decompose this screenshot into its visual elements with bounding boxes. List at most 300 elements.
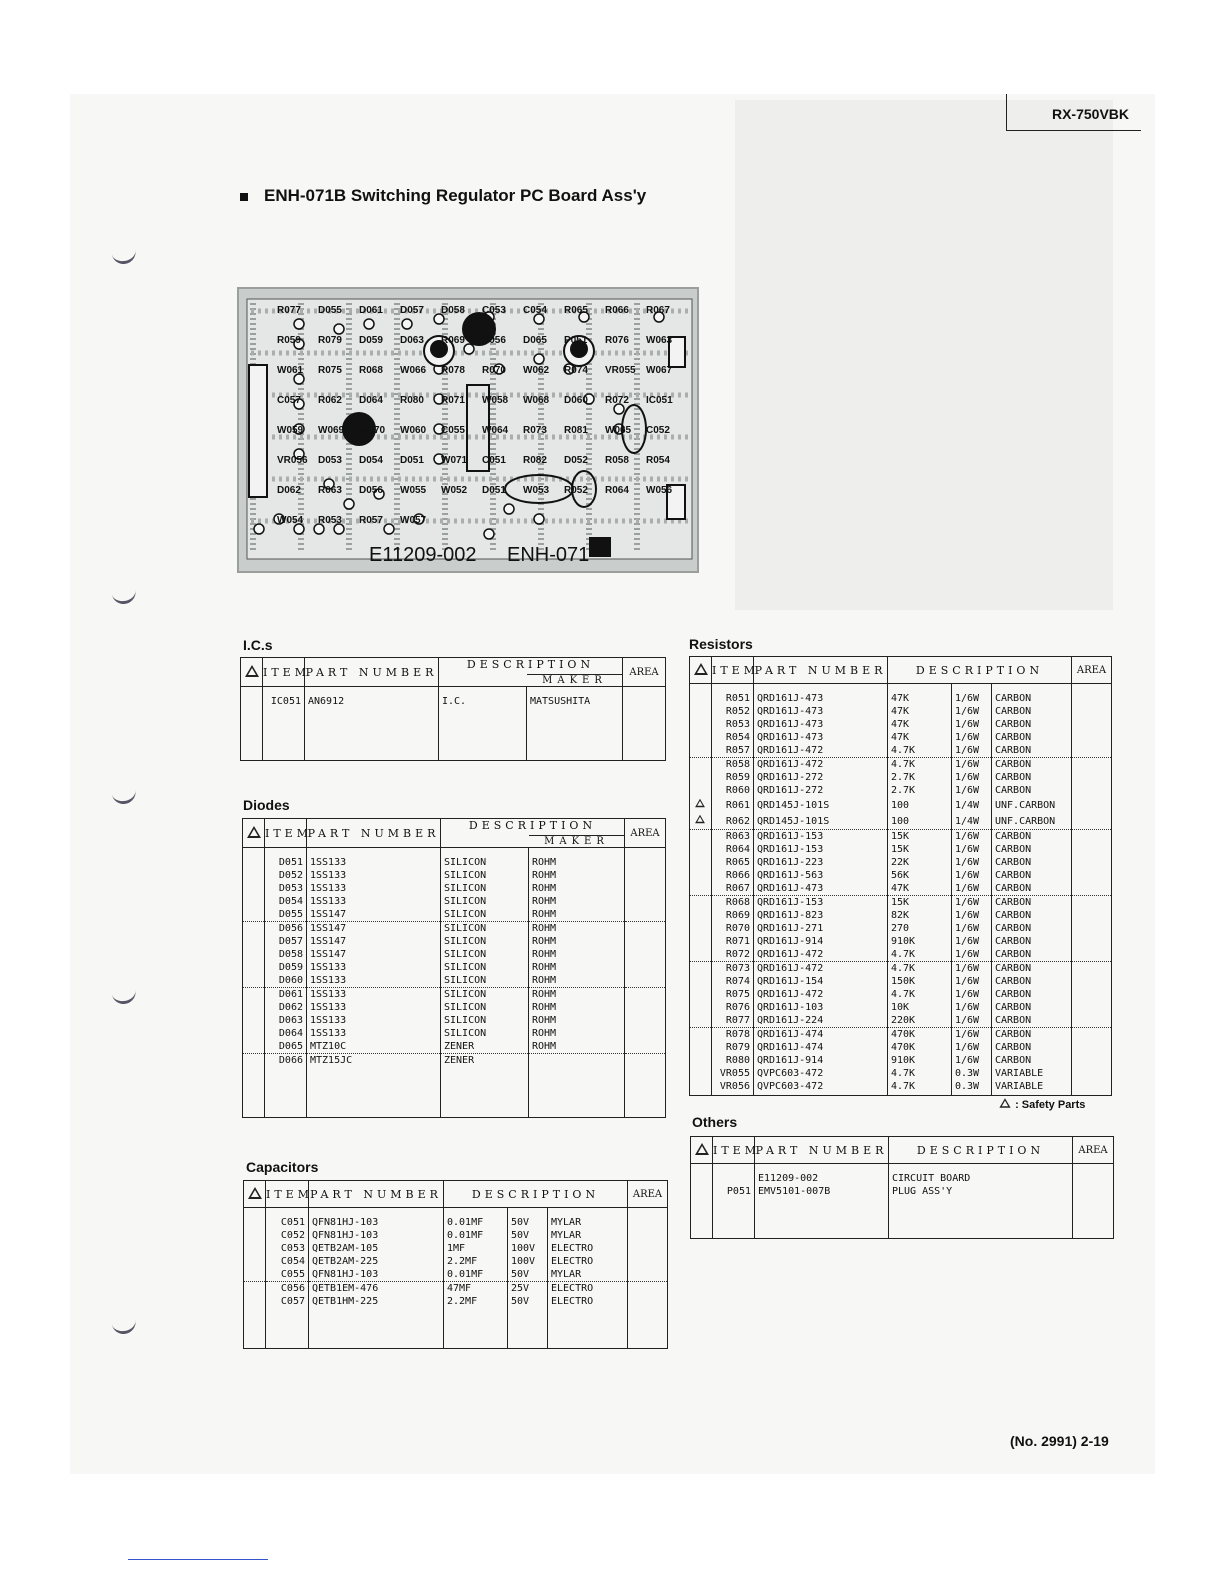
resistors-table (689, 656, 1112, 1096)
item-column-header: ITEM (713, 1137, 755, 1164)
part-number-cell: QFN81HJ-103 (309, 1268, 444, 1282)
table-row (690, 869, 1112, 882)
area-cell (1072, 758, 1112, 772)
item-cell: D052 (265, 869, 307, 882)
table-row (241, 687, 666, 709)
type-cell: CARBON (992, 962, 1072, 976)
description-cell: SILICON (441, 908, 529, 922)
area-cell (1072, 1054, 1112, 1067)
item-cell: R079 (712, 1041, 754, 1054)
warning-triangle-icon (248, 1187, 262, 1199)
type-cell: MYLAR (548, 1268, 628, 1282)
safety-cell (244, 1208, 266, 1230)
part-number-cell: 1SS133 (307, 974, 441, 988)
table-row (243, 1054, 666, 1068)
type-cell: ELECTRO (548, 1255, 628, 1268)
type-cell: CARBON (992, 948, 1072, 962)
wattage-cell: 1/6W (952, 948, 992, 962)
maker-cell: ROHM (529, 948, 625, 961)
wattage-cell: 0.3W (952, 1080, 992, 1093)
board-silk-label: D064 (359, 395, 383, 406)
safety-cell (690, 1080, 712, 1093)
table-row (243, 882, 666, 895)
part-number-column-header: PART NUMBER (309, 1181, 444, 1208)
table-row (690, 797, 1112, 813)
board-silk-label: D056 (359, 485, 383, 496)
area-cell (1072, 1067, 1112, 1080)
part-number-cell: 1SS133 (307, 961, 441, 974)
board-silk-label: D059 (359, 335, 383, 346)
table-row (243, 869, 666, 882)
description-column-header: DESCRIPTION (889, 1137, 1073, 1164)
diodes-table (242, 818, 666, 1118)
safety-cell (690, 896, 712, 910)
maker-cell: ROHM (529, 908, 625, 922)
board-code-right: ENH-071 (507, 544, 590, 566)
item-column-header: ITEM (265, 819, 307, 848)
board-silk-label: R074 (564, 365, 588, 376)
filler-cell (755, 1198, 889, 1239)
wattage-cell: 1/6W (952, 1054, 992, 1067)
table-row (690, 1001, 1112, 1014)
wattage-cell: 1/6W (952, 843, 992, 856)
description-cell: SILICON (441, 848, 529, 870)
board-silk-label: W068 (523, 395, 550, 406)
board-silk-label: W066 (400, 365, 427, 376)
filler-cell (305, 708, 439, 761)
table-row (690, 975, 1112, 988)
others-table-body (691, 1164, 1114, 1239)
type-cell: CARBON (992, 830, 1072, 844)
area-cell (1072, 1028, 1112, 1042)
item-cell: R075 (712, 988, 754, 1001)
maker-cell: ROHM (529, 935, 625, 948)
board-silk-label: W057 (400, 515, 427, 526)
filler-cell (1073, 1198, 1114, 1239)
area-cell (1072, 856, 1112, 869)
type-cell: VARIABLE (992, 1067, 1072, 1080)
value-cell: 220K (888, 1014, 952, 1028)
ics-table (240, 657, 666, 761)
maker-cell: ROHM (529, 895, 625, 908)
area-cell (1072, 935, 1112, 948)
item-cell: R058 (712, 758, 754, 772)
item-cell: D061 (265, 988, 307, 1002)
part-number-cell: QRD161J-153 (754, 843, 888, 856)
safety-cell (690, 962, 712, 976)
wattage-cell: 1/6W (952, 731, 992, 744)
item-cell: C057 (266, 1295, 309, 1308)
item-cell: R053 (712, 718, 754, 731)
type-cell: CARBON (992, 784, 1072, 797)
safety-cell (243, 988, 265, 1002)
wattage-cell: 1/6W (952, 962, 992, 976)
safety-cell (244, 1229, 266, 1242)
safety-cell (690, 909, 712, 922)
maker-cell (529, 1054, 625, 1068)
safety-cell (690, 935, 712, 948)
filler-cell (508, 1308, 548, 1349)
safety-cell (241, 687, 263, 709)
board-silk-label: W056 (646, 485, 673, 496)
filler-cell (712, 1093, 754, 1096)
part-number-cell: QRD161J-272 (754, 771, 888, 784)
safety-cell (690, 975, 712, 988)
table-row (243, 1001, 666, 1014)
type-cell: CARBON (992, 909, 1072, 922)
area-cell (1072, 1080, 1112, 1093)
filler-cell (754, 1093, 888, 1096)
type-cell: CARBON (992, 988, 1072, 1001)
filler-cell (713, 1198, 755, 1239)
part-number-cell: QETB1HM-225 (309, 1295, 444, 1308)
board-silk-label: D055 (318, 305, 342, 316)
board-silk-label: C052 (646, 425, 670, 436)
part-number-cell: 1SS133 (307, 869, 441, 882)
part-number-cell: QETB2AM-105 (309, 1242, 444, 1255)
warning-triangle-icon (694, 663, 708, 675)
wattage-cell: 1/6W (952, 771, 992, 784)
type-cell: UNF.CARBON (992, 813, 1072, 830)
value-cell: 910K (888, 935, 952, 948)
board-silk-label: W063 (646, 335, 673, 346)
item-cell: D060 (265, 974, 307, 988)
item-cell: R059 (712, 771, 754, 784)
area-cell (625, 961, 666, 974)
wattage-cell: 1/6W (952, 718, 992, 731)
description-cell: SILICON (441, 961, 529, 974)
area-cell (1072, 813, 1112, 830)
table-row (243, 988, 666, 1002)
wattage-cell: 1/6W (952, 935, 992, 948)
description-cell: SILICON (441, 869, 529, 882)
safety-cell (243, 882, 265, 895)
filler-cell (548, 1308, 628, 1349)
wattage-cell: 1/6W (952, 1028, 992, 1042)
board-silk-label: W054 (277, 515, 304, 526)
value-cell: 1MF (444, 1242, 508, 1255)
maker-cell: MATSUSHITA (527, 687, 623, 709)
safety-cell (690, 882, 712, 896)
board-silk-label: D052 (564, 455, 588, 466)
item-cell: D054 (265, 895, 307, 908)
filler-cell (266, 1308, 309, 1349)
safety-cell (243, 869, 265, 882)
table-row (690, 784, 1112, 797)
safety-cell (243, 1040, 265, 1054)
safety-cell (690, 813, 712, 830)
item-column-header: ITEM (712, 657, 754, 684)
maker-cell: ROHM (529, 1001, 625, 1014)
safety-cell (243, 1014, 265, 1027)
description-column-header (439, 658, 623, 687)
area-cell (1072, 771, 1112, 784)
item-cell: R065 (712, 856, 754, 869)
value-cell: 4.7K (888, 948, 952, 962)
filler-cell (889, 1198, 1073, 1239)
filler-cell (265, 1067, 307, 1118)
part-number-cell: QRD161J-473 (754, 705, 888, 718)
table-row (691, 1185, 1114, 1198)
value-cell: 47MF (444, 1282, 508, 1296)
board-silk-label: D051 (482, 485, 506, 496)
bleed-through-shade (735, 100, 1113, 610)
page-number: (No. 2991) 2-19 (1010, 1433, 1109, 1449)
maker-cell: ROHM (529, 869, 625, 882)
solder-pad (294, 319, 304, 329)
board-silk-label: R072 (605, 395, 629, 406)
item-cell: D055 (265, 908, 307, 922)
area-cell (625, 922, 666, 936)
value-cell: 47K (888, 705, 952, 718)
value-cell: 47K (888, 684, 952, 706)
type-cell: ELECTRO (548, 1282, 628, 1296)
table-row (690, 705, 1112, 718)
value-cell: 47K (888, 718, 952, 731)
value-cell: 10K (888, 1001, 952, 1014)
safety-column-header (244, 1181, 266, 1208)
type-cell: CARBON (992, 1041, 1072, 1054)
item-cell: C056 (266, 1282, 309, 1296)
value-cell: 0.01MF (444, 1268, 508, 1282)
area-cell (1072, 922, 1112, 935)
part-number-cell: QRD161J-153 (754, 896, 888, 910)
part-number-cell: 1SS147 (307, 922, 441, 936)
section-title-text: ENH-071B Switching Regulator PC Board Ass'y (264, 186, 647, 205)
safety-cell (243, 961, 265, 974)
warning-triangle-icon (247, 826, 261, 838)
part-number-cell: QRD161J-472 (754, 948, 888, 962)
area-cell (625, 1040, 666, 1054)
board-silk-label: W067 (646, 365, 673, 376)
table-row (690, 909, 1112, 922)
value-cell: 15K (888, 830, 952, 844)
table-filler-row (691, 1198, 1114, 1239)
safety-cell (690, 744, 712, 758)
area-cell (1072, 975, 1112, 988)
safety-parts-note (998, 1097, 1085, 1111)
value-cell: 0.01MF (444, 1229, 508, 1242)
part-number-cell: 1SS133 (307, 988, 441, 1002)
safety-cell (244, 1268, 266, 1282)
board-silk-label: R075 (318, 365, 342, 376)
part-number-cell: 1SS147 (307, 948, 441, 961)
solder-pad (384, 524, 394, 534)
maker-cell: ROHM (529, 1040, 625, 1054)
part-number-cell: 1SS133 (307, 848, 441, 870)
model-header-box (1006, 94, 1141, 131)
wattage-cell: 1/6W (952, 856, 992, 869)
area-cell (625, 988, 666, 1002)
part-number-cell: QRD161J-472 (754, 758, 888, 772)
wattage-cell: 1/6W (952, 684, 992, 706)
wattage-cell: 1/6W (952, 922, 992, 935)
board-silk-label: D061 (359, 305, 383, 316)
voltage-cell: 100V (508, 1242, 548, 1255)
part-number-cell: QRD161J-272 (754, 784, 888, 797)
safety-cell (690, 705, 712, 718)
area-cell (1073, 1164, 1114, 1186)
value-cell: 4.7K (888, 962, 952, 976)
item-cell: D062 (265, 1001, 307, 1014)
table-row (690, 843, 1112, 856)
board-silk-label: C051 (482, 455, 506, 466)
type-cell: CARBON (992, 1001, 1072, 1014)
capacitors-table-body (244, 1208, 668, 1349)
filler-cell (241, 708, 263, 761)
maker-cell: ROHM (529, 1014, 625, 1027)
area-cell (1072, 869, 1112, 882)
part-number-cell: QRD145J-101S (754, 813, 888, 830)
board-silk-label: D063 (400, 335, 424, 346)
item-cell: R060 (712, 784, 754, 797)
area-column-header: AREA (628, 1181, 668, 1208)
safety-cell (243, 948, 265, 961)
description-cell: SILICON (441, 935, 529, 948)
type-cell: CARBON (992, 1054, 1072, 1067)
safety-cell (243, 1054, 265, 1068)
board-silk-label: W052 (441, 485, 468, 496)
table-filler-row (241, 708, 666, 761)
type-cell: CARBON (992, 935, 1072, 948)
maker-cell: ROHM (529, 988, 625, 1002)
item-cell: R072 (712, 948, 754, 962)
safety-cell (244, 1282, 266, 1296)
description-column-header: DESCRIPTION (444, 1181, 628, 1208)
board-silk-label: R073 (523, 425, 547, 436)
area-cell (625, 848, 666, 870)
voltage-cell: 100V (508, 1255, 548, 1268)
board-silk-label: R065 (564, 305, 588, 316)
description-cell: SILICON (441, 1014, 529, 1027)
filler-cell (244, 1308, 266, 1349)
table-row (243, 974, 666, 988)
board-silk-label: R081 (564, 425, 588, 436)
item-cell: P051 (713, 1185, 755, 1198)
safety-column-header (691, 1137, 713, 1164)
area-cell (1072, 1041, 1112, 1054)
table-row (690, 1054, 1112, 1067)
wattage-cell: 1/6W (952, 909, 992, 922)
table-row (243, 908, 666, 922)
board-silk-label: IC051 (646, 395, 673, 406)
board-silk-label: R054 (646, 455, 670, 466)
part-number-cell: QRD161J-472 (754, 988, 888, 1001)
part-number-cell: QRD161J-103 (754, 1001, 888, 1014)
board-silk-label: VR056 (277, 455, 308, 466)
type-cell: CARBON (992, 1028, 1072, 1042)
warning-triangle-icon (245, 665, 259, 677)
filler-cell (691, 1198, 713, 1239)
table-row (690, 731, 1112, 744)
item-cell: D056 (265, 922, 307, 936)
item-cell: VR055 (712, 1067, 754, 1080)
safety-cell (690, 1028, 712, 1042)
board-silk-label: R071 (441, 395, 465, 406)
description-column-header (441, 819, 625, 848)
maker-cell: ROHM (529, 922, 625, 936)
board-silk-label: R066 (605, 305, 629, 316)
maker-cell: ROHM (529, 848, 625, 870)
wattage-cell: 0.3W (952, 1067, 992, 1080)
board-silk-label: R067 (646, 305, 670, 316)
board-silk-label: W059 (277, 425, 304, 436)
item-cell (713, 1164, 755, 1186)
safety-cell (690, 988, 712, 1001)
value-cell: 150K (888, 975, 952, 988)
table-row (690, 856, 1112, 869)
item-cell: R077 (712, 1014, 754, 1028)
description-cell: SILICON (441, 1001, 529, 1014)
area-cell (625, 869, 666, 882)
others-title: Others (692, 1114, 738, 1130)
maker-subheader: MAKER (529, 835, 624, 847)
type-cell: CARBON (992, 731, 1072, 744)
area-cell (1073, 1185, 1114, 1198)
board-marker-block (589, 537, 611, 557)
part-number-column-header: PART NUMBER (754, 657, 888, 684)
value-cell: 4.7K (888, 1080, 952, 1093)
part-number-cell: QETB2AM-225 (309, 1255, 444, 1268)
warning-triangle-icon (695, 1143, 709, 1155)
table-row (690, 1067, 1112, 1080)
type-cell: CARBON (992, 758, 1072, 772)
value-cell: 4.7K (888, 988, 952, 1001)
area-cell (1072, 843, 1112, 856)
wattage-cell: 1/4W (952, 813, 992, 830)
safety-column-header (241, 658, 263, 687)
solder-pad (464, 344, 474, 354)
part-number-cell: QRD145J-101S (754, 797, 888, 813)
voltage-cell: 50V (508, 1268, 548, 1282)
area-cell (1072, 705, 1112, 718)
safety-cell (690, 1054, 712, 1067)
board-silk-label: D058 (441, 305, 465, 316)
table-row (690, 758, 1112, 772)
table-row (690, 830, 1112, 844)
solder-pad (534, 354, 544, 364)
safety-cell (244, 1295, 266, 1308)
warning-triangle-icon (695, 815, 705, 823)
safety-cell (691, 1185, 713, 1198)
wattage-cell: 1/6W (952, 869, 992, 882)
value-cell: 910K (888, 1054, 952, 1067)
table-row (243, 1027, 666, 1040)
area-cell (625, 1001, 666, 1014)
board-silk-label: R069 (441, 335, 465, 346)
area-cell (1072, 797, 1112, 813)
type-cell: ELECTRO (548, 1295, 628, 1308)
wattage-cell: 1/6W (952, 988, 992, 1001)
board-silk-label: R062 (318, 395, 342, 406)
table-row (243, 895, 666, 908)
item-cell: R052 (712, 705, 754, 718)
filler-cell (307, 1067, 441, 1118)
type-cell: CARBON (992, 718, 1072, 731)
board-silk-label: W070 (359, 425, 386, 436)
maker-cell: ROHM (529, 882, 625, 895)
description-cell: I.C. (439, 687, 527, 709)
part-number-cell: QVPC603-472 (754, 1080, 888, 1093)
capacitors-title: Capacitors (246, 1159, 319, 1175)
board-silk-label: R079 (318, 335, 342, 346)
board-silk-label: R082 (523, 455, 547, 466)
area-cell (1072, 830, 1112, 844)
area-cell (625, 974, 666, 988)
part-number-cell: 1SS133 (307, 882, 441, 895)
filler-cell (1072, 1093, 1112, 1096)
area-column-header: AREA (625, 819, 666, 848)
